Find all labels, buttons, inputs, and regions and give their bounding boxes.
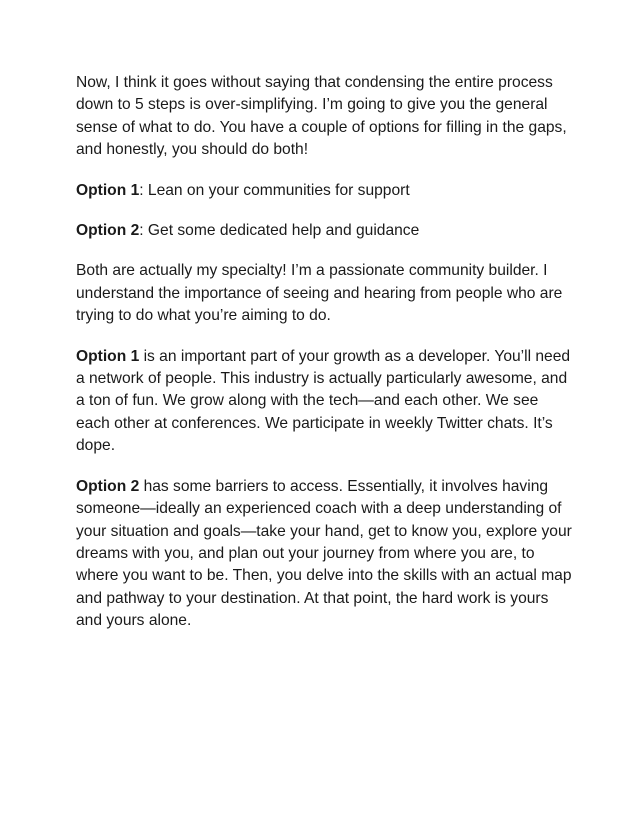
paragraph-option-2-detail [76, 476, 576, 633]
paragraph-intro-text: Now, I think it goes without saying that condensing the entire process down to 5 steps is over-simplifying. I’m going to give you the general sense of what to do. You have a couple of options for filling in the gaps, and honestly, you should do both! [76, 74, 567, 159]
option-1-label: Option 1 [76, 181, 140, 199]
paragraph-option-1-detail [76, 346, 576, 458]
option-1-detail-text: is an important part of your growth as a developer. You’ll need a network of people. This industry is actually particularly awesome, and a ton of fun. We grow along with the tech—and each other. We see each other at conferences. We participate in weekly Twitter chats. It’s dope. [76, 347, 571, 455]
option-2-detail-label: Option 2 [76, 477, 140, 495]
option-2-detail-text: has some barriers to access. Essentially, it involves having someone—ideally an experienced coach with a deep understanding of your situation and goals—take your hand, get to know you, explore your dreams with you, and plan out your journey from where you are, to where you want to be. Then, you delve into the skills with an actual map and pathway to your destination. At that point, the hard work is yours and yours alone. [76, 477, 572, 630]
document-body [76, 72, 576, 651]
paragraph-intro [76, 72, 576, 162]
option-2-summary-text: : Get some dedicated help and guidance [139, 222, 420, 240]
option-1-detail-label: Option 1 [76, 347, 140, 365]
paragraph-option-1-summary [76, 180, 576, 202]
paragraph-specialty [76, 260, 576, 327]
option-1-summary-text: : Lean on your communities for support [139, 181, 410, 199]
option-2-label: Option 2 [76, 222, 140, 240]
paragraph-option-2-summary [76, 220, 576, 242]
paragraph-specialty-text: Both are actually my specialty! I’m a passionate community builder. I understand the importance of seeing and hearing from people who are trying to do what you’re aiming to do. [76, 262, 563, 325]
